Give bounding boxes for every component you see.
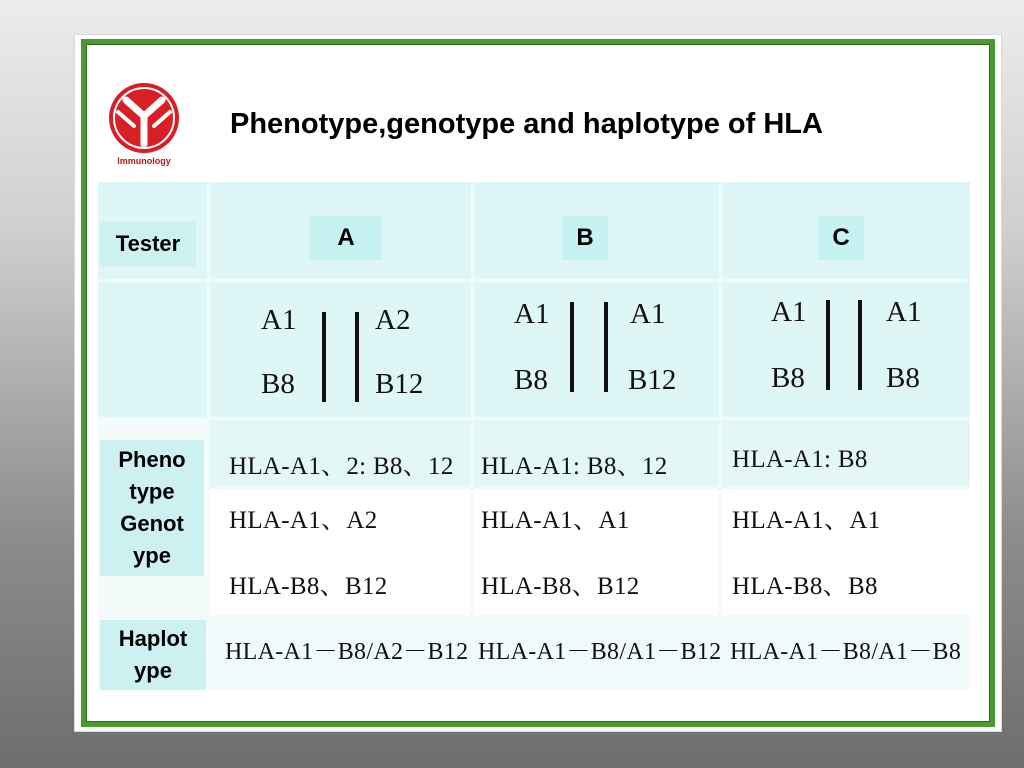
haplo-b-left-bottom: B8 xyxy=(514,364,548,396)
row-label-tester: Tester xyxy=(100,222,196,266)
genotype-b-line2: HLA-B8、B12 xyxy=(481,573,640,600)
row-label-haplotype: Haplot ype xyxy=(100,620,206,690)
haplo-b-left-top: A1 xyxy=(514,298,550,330)
genotype-c-line1: HLA-A1、A1 xyxy=(732,507,881,534)
haplotype-a: HLA-A1－B8/A2－B12 xyxy=(225,639,469,665)
phenotype-a: HLA-A1、2: B8、12 xyxy=(229,453,454,480)
grid-line xyxy=(210,487,970,490)
haplo-c-right-top: A1 xyxy=(886,296,922,328)
immunology-logo-icon xyxy=(104,82,184,168)
haplotype-c: HLA-A1－B8/A1－B8 xyxy=(730,639,962,665)
grid-line xyxy=(471,182,474,690)
haplo-b-right-bottom: B12 xyxy=(628,364,677,396)
genotype-a-line1: HLA-A1、A2 xyxy=(229,507,378,534)
genotype-a-line2: HLA-B8、B12 xyxy=(229,573,388,600)
genotype-c-line2: HLA-B8、B8 xyxy=(732,573,878,600)
row-label-phenotype-genotype: Pheno type Genot ype xyxy=(100,440,204,576)
column-label-a: A xyxy=(310,216,382,260)
page-title: Phenotype,genotype and haplotype of HLA xyxy=(230,108,823,140)
chromosome-bar xyxy=(570,302,574,392)
phenotype-c: HLA-A1: B8 xyxy=(732,446,868,473)
haplo-a-left-top: A1 xyxy=(261,304,297,336)
haplo-a-right-bottom: B12 xyxy=(375,368,424,400)
grid-line xyxy=(98,279,970,282)
genotype-b-line1: HLA-A1、A1 xyxy=(481,507,630,534)
grid-line xyxy=(207,182,210,690)
grid-line xyxy=(98,615,970,618)
logo-label: Immunology xyxy=(117,156,171,166)
chromosome-bar xyxy=(826,300,830,390)
grid-line xyxy=(719,182,722,690)
haplo-c-right-bottom: B8 xyxy=(886,362,920,394)
haplotype-b: HLA-A1－B8/A1－B12 xyxy=(478,639,722,665)
grid-line xyxy=(98,417,970,420)
column-label-b: B xyxy=(562,216,608,260)
chromosome-bar xyxy=(355,312,359,402)
chromosome-bar xyxy=(322,312,326,402)
haplo-c-left-top: A1 xyxy=(771,296,807,328)
haplo-b-right-top: A1 xyxy=(630,298,666,330)
phenotype-b: HLA-A1: B8、12 xyxy=(481,453,668,480)
haplo-a-left-bottom: B8 xyxy=(261,368,295,400)
haplo-a-right-top: A2 xyxy=(375,304,411,336)
chromosome-bar xyxy=(858,300,862,390)
haplo-c-left-bottom: B8 xyxy=(771,362,805,394)
chromosome-bar xyxy=(604,302,608,392)
column-label-c: C xyxy=(818,216,864,260)
